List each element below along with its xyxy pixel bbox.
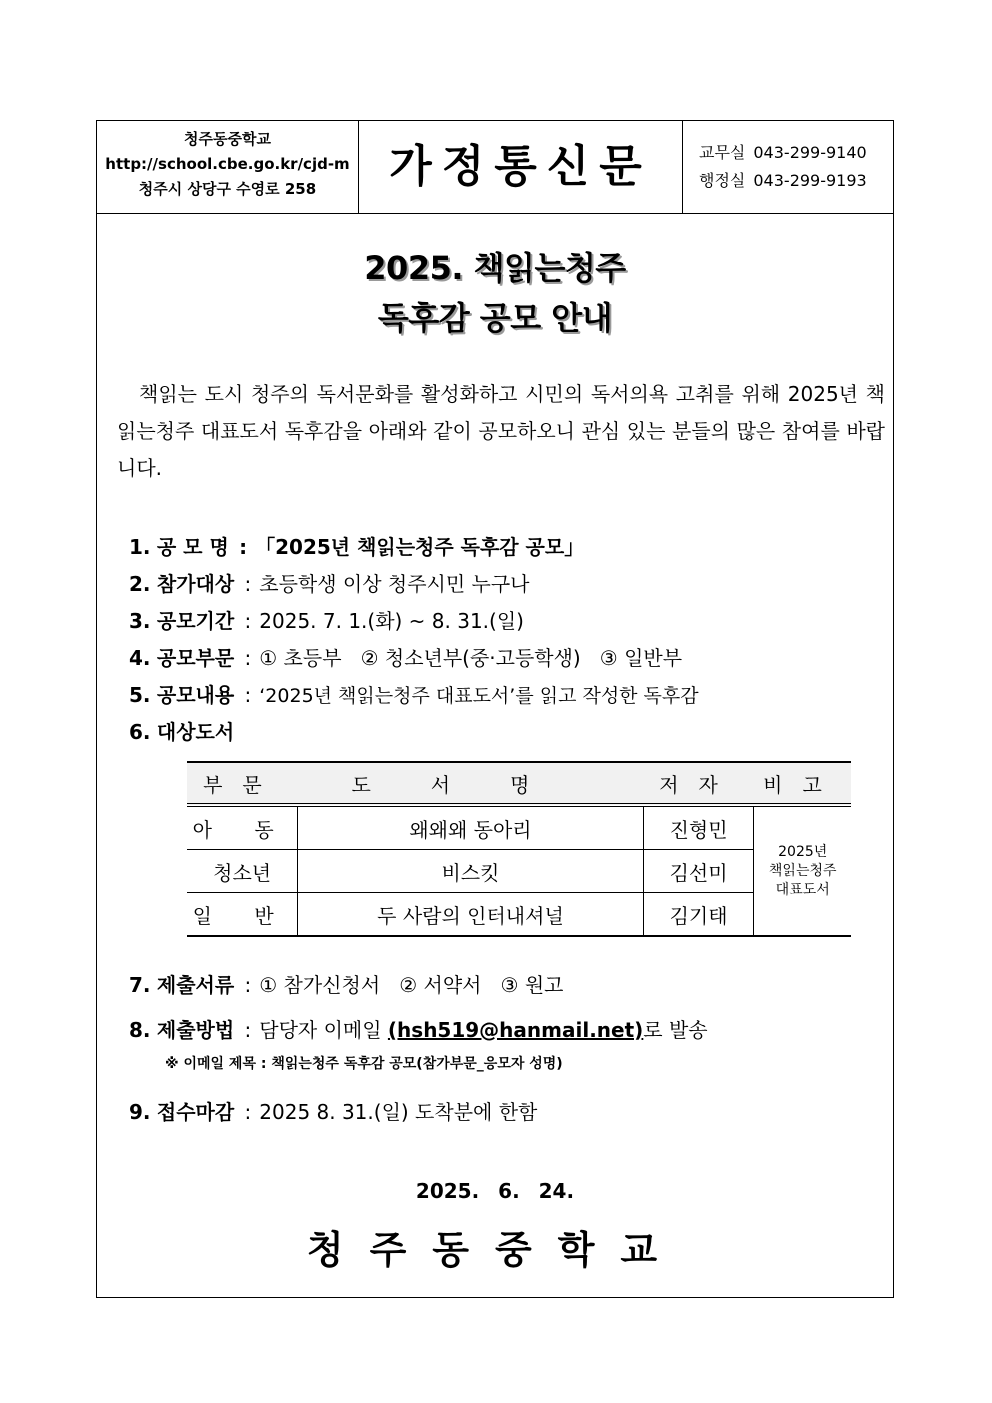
item-sep: : [244, 1018, 252, 1042]
cell-title: 비스킷 [298, 850, 643, 893]
item-5 [129, 679, 699, 708]
item-6 [129, 716, 234, 745]
item-num: 1. [129, 535, 151, 559]
cell-author: 김선미 [643, 850, 754, 893]
school-info [97, 121, 359, 213]
item-value: 「2025년 책읽는청주 독후감 공모」 [255, 535, 585, 559]
item-sep: : [244, 973, 252, 997]
item-num: 7. [129, 973, 151, 997]
cell-remark [754, 805, 851, 936]
header-author: 저자 [643, 762, 754, 805]
item-sep: : [244, 646, 252, 670]
newsletter-title: 가정통신문 [359, 121, 683, 213]
email-note: ※ 이메일 제목 : 책읽는청주 독후감 공모(참가부문_응모자 성명) [165, 1056, 563, 1072]
item-num: 9. [129, 1100, 151, 1124]
item-sep: : [244, 1100, 252, 1124]
header [97, 121, 893, 214]
item-num: 5. [129, 683, 151, 707]
cell-author: 진형민 [643, 805, 754, 850]
school-url[interactable]: http://school.cbe.go.kr/cjd-m [105, 155, 350, 173]
title-line-1: 2025. 책읽는청주 [364, 249, 626, 287]
item-label: 제출서류 [156, 973, 235, 997]
item-label: 공 모 명 [156, 535, 229, 559]
item-label: 공모부문 [156, 646, 235, 670]
books-table [187, 761, 851, 937]
item-2 [129, 568, 530, 597]
item-value: 초등학생 이상 청주시민 누구나 [259, 572, 530, 596]
item-9 [129, 1096, 537, 1125]
item-num: 2. [129, 572, 151, 596]
header-remark: 비고 [754, 762, 851, 805]
phone-label: 행정실 [699, 171, 746, 190]
item-sep: : [239, 535, 248, 559]
table-header-row [187, 762, 851, 805]
email-link[interactable]: (hsh519@hanmail.net) [387, 1018, 644, 1042]
item-sep: : [244, 609, 252, 633]
item-num: 4. [129, 646, 151, 670]
item-8 [129, 1014, 708, 1043]
school-name: 청주동중학교 [184, 130, 271, 148]
cell-author: 김기태 [643, 893, 754, 937]
item-value: ① 초등부 ② 청소년부(중·고등학생) ③ 일반부 [259, 646, 683, 670]
remark-line: 책읽는청주 [768, 862, 837, 879]
phone-row [699, 167, 893, 195]
item-label: 공모기간 [156, 609, 235, 633]
item-label: 공모내용 [156, 683, 235, 707]
cell-category: 아 동 [187, 805, 298, 850]
item-sep: : [244, 683, 252, 707]
title-line-2: 독후감 공모 안내 [377, 299, 613, 337]
table-row [187, 850, 851, 893]
item-value: 담당자 이메일 [259, 1018, 388, 1042]
item-value: ‘2025년 책읽는청주 대표도서’를 읽고 작성한 독후감 [259, 685, 699, 707]
header-category: 부문 [187, 762, 298, 805]
phone-label: 교무실 [699, 143, 746, 162]
cell-title: 왜왜왜 동아리 [298, 805, 643, 850]
item-value-suffix: 로 발송 [643, 1018, 708, 1042]
school-address: 청주시 상당구 수영로 258 [138, 180, 317, 198]
school-signature: 청주동중학교 [306, 1228, 684, 1272]
table-row [187, 893, 851, 937]
item-label: 대상도서 [156, 720, 235, 744]
phone-row [699, 139, 893, 167]
cell-category: 청소년 [187, 850, 298, 893]
intro-paragraph [117, 376, 885, 487]
phone-number: 043-299-9193 [753, 171, 867, 190]
item-label: 제출방법 [156, 1018, 235, 1042]
item-1 [129, 531, 584, 560]
item-7 [129, 969, 563, 998]
phone-info [683, 121, 893, 213]
cell-category: 일 반 [187, 893, 298, 937]
item-value: ① 참가신청서 ② 서약서 ③ 원고 [259, 973, 564, 997]
document-frame [96, 120, 894, 1298]
cell-title: 두 사람의 인터내셔널 [298, 893, 643, 937]
item-value: 2025 8. 31.(일) 도착분에 한함 [259, 1100, 538, 1124]
item-label: 접수마감 [156, 1100, 235, 1124]
table-row [187, 805, 851, 850]
item-num: 6. [129, 720, 151, 744]
item-label: 참가대상 [156, 572, 235, 596]
phone-number: 043-299-9140 [753, 143, 867, 162]
item-4 [129, 642, 682, 671]
intro-text: 책읽는 도시 청주의 독서문화를 활성화하고 시민의 독서의욕 고취를 위해 2025년 책읽는청주 대표도서 독후감을 아래와 같이 공모하오니 관심 있는 분들의 많은 참여를 바랍니다. [117, 382, 885, 480]
item-value: 2025. 7. 1.(화) ~ 8. 31.(일) [259, 609, 524, 633]
item-3 [129, 605, 524, 634]
item-num: 3. [129, 609, 151, 633]
header-title: 도서명 [298, 762, 643, 805]
issue-date: 2025. 6. 24. [415, 1179, 575, 1203]
remark-line: 2025년 [778, 843, 828, 860]
item-sep: : [244, 572, 252, 596]
remark-line: 대표도서 [775, 881, 830, 898]
item-num: 8. [129, 1018, 151, 1042]
